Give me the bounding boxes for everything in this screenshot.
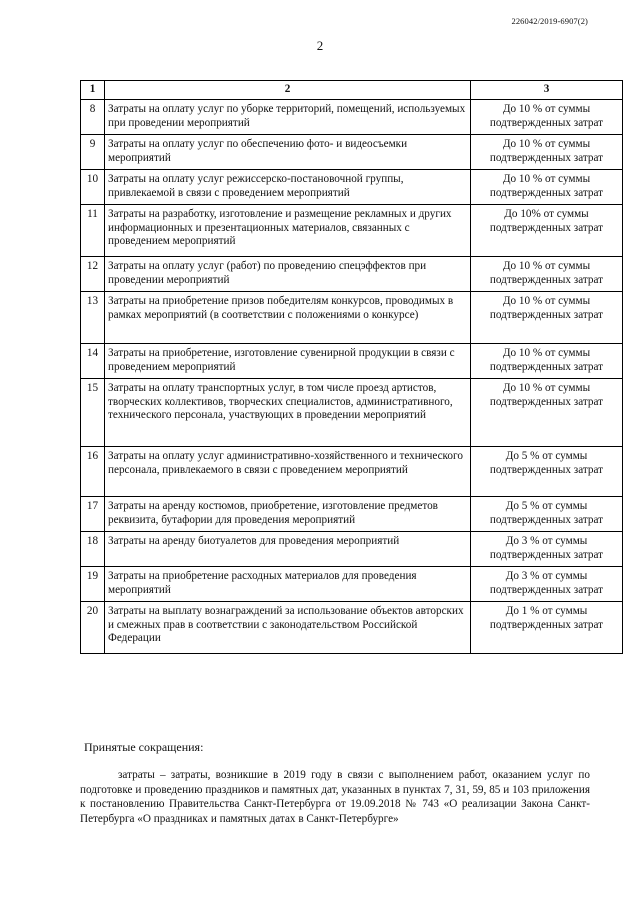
- row-limit: До 1 % от суммы подтвержденных затрат: [471, 602, 623, 654]
- document-id: 226042/2019-6907(2): [511, 16, 588, 26]
- row-number: 20: [81, 602, 105, 654]
- table-row: [81, 567, 623, 602]
- row-description: Затраты на выплату вознаграждений за использование объектов авторских и смежных прав в соответствии с законодательством Российской Федерации: [105, 602, 471, 654]
- row-limit: До 10 % от суммы подтвержденных затрат: [471, 379, 623, 447]
- page-number: 2: [316, 38, 324, 53]
- row-limit: До 3 % от суммы подтвержденных затрат: [471, 532, 623, 567]
- row-description: Затраты на аренду костюмов, приобретение, изготовление предметов реквизита, бутафории для проведения мероприятий: [105, 497, 471, 532]
- table-row: [81, 292, 623, 344]
- column-header-1: 1: [81, 81, 105, 100]
- table-row: [81, 602, 623, 654]
- row-number: 12: [81, 257, 105, 292]
- row-limit: До 10 % от суммы подтвержденных затрат: [471, 100, 623, 135]
- row-description: Затраты на приобретение призов победителям конкурсов, проводимых в рамках мероприятий (в соответствии с положениями о конкурсе): [105, 292, 471, 344]
- column-header-2: 2: [105, 81, 471, 100]
- table-row: [81, 257, 623, 292]
- row-description: Затраты на аренду биотуалетов для проведения мероприятий: [105, 532, 471, 567]
- row-description: Затраты на оплату услуг административно-хозяйственного и технического персонала, привлекаемого в связи с проведением мероприятий: [105, 447, 471, 497]
- abbreviations-text: затраты – затраты, возникшие в 2019 году в связи с выполнением работ, оказанием услуг по подготовке и проведению праздников и памятных дат, указанных в пунктах 7, 31, 59, 85 и 103 приложения к постановлению Правительства Санкт-Петербурга от 19.09.2018 № 743 «О реализации Закона Санкт-Петербурга «О праздниках и памятных датах в Санкт-Петербурге»: [80, 769, 590, 825]
- row-limit: До 10 % от суммы подтвержденных затрат: [471, 344, 623, 379]
- row-description: Затраты на приобретение расходных материалов для проведения мероприятий: [105, 567, 471, 602]
- table-row: [81, 344, 623, 379]
- row-number: 16: [81, 447, 105, 497]
- row-limit: До 10% от суммы подтвержденных затрат: [471, 205, 623, 257]
- row-limit: До 10 % от суммы подтвержденных затрат: [471, 257, 623, 292]
- table-row: [81, 135, 623, 170]
- row-limit: До 10 % от суммы подтвержденных затрат: [471, 170, 623, 205]
- row-limit: До 5 % от суммы подтвержденных затрат: [471, 447, 623, 497]
- abbreviations-title: Принятые сокращения:: [84, 740, 204, 754]
- row-number: 15: [81, 379, 105, 447]
- row-description: Затраты на оплату услуг (работ) по проведению спецэффектов при проведении мероприятий: [105, 257, 471, 292]
- table-row: [81, 100, 623, 135]
- row-limit: До 10 % от суммы подтвержденных затрат: [471, 135, 623, 170]
- row-description: Затраты на оплату транспортных услуг, в том числе проезд артистов, творческих коллективов, творческих специалистов, административного, технического персонала, участвующих в проведении мероприятий: [105, 379, 471, 447]
- table-row: [81, 205, 623, 257]
- table-row: [81, 379, 623, 447]
- row-number: 11: [81, 205, 105, 257]
- row-number: 9: [81, 135, 105, 170]
- table-row: [81, 447, 623, 497]
- row-number: 19: [81, 567, 105, 602]
- table-row: [81, 170, 623, 205]
- column-header-3: 3: [471, 81, 623, 100]
- row-description: Затраты на оплату услуг режиссерско-постановочной группы, привлекаемой в связи с проведением мероприятий: [105, 170, 471, 205]
- row-number: 17: [81, 497, 105, 532]
- row-description: Затраты на разработку, изготовление и размещение рекламных и других информационных и презентационных материалов, связанных с проведением мероприятий: [105, 205, 471, 257]
- table-row: [81, 532, 623, 567]
- row-limit: До 5 % от суммы подтвержденных затрат: [471, 497, 623, 532]
- costs-table: [80, 80, 623, 654]
- row-description: Затраты на приобретение, изготовление сувенирной продукции в связи с проведением мероприятий: [105, 344, 471, 379]
- row-limit: До 3 % от суммы подтвержденных затрат: [471, 567, 623, 602]
- table-header-row: [81, 81, 623, 100]
- row-description: Затраты на оплату услуг по уборке территорий, помещений, используемых при проведении мероприятий: [105, 100, 471, 135]
- table-row: [81, 497, 623, 532]
- row-number: 13: [81, 292, 105, 344]
- row-limit: До 10 % от суммы подтвержденных затрат: [471, 292, 623, 344]
- row-number: 14: [81, 344, 105, 379]
- row-number: 10: [81, 170, 105, 205]
- row-number: 18: [81, 532, 105, 567]
- row-description: Затраты на оплату услуг по обеспечению фото- и видеосъемки мероприятий: [105, 135, 471, 170]
- row-number: 8: [81, 100, 105, 135]
